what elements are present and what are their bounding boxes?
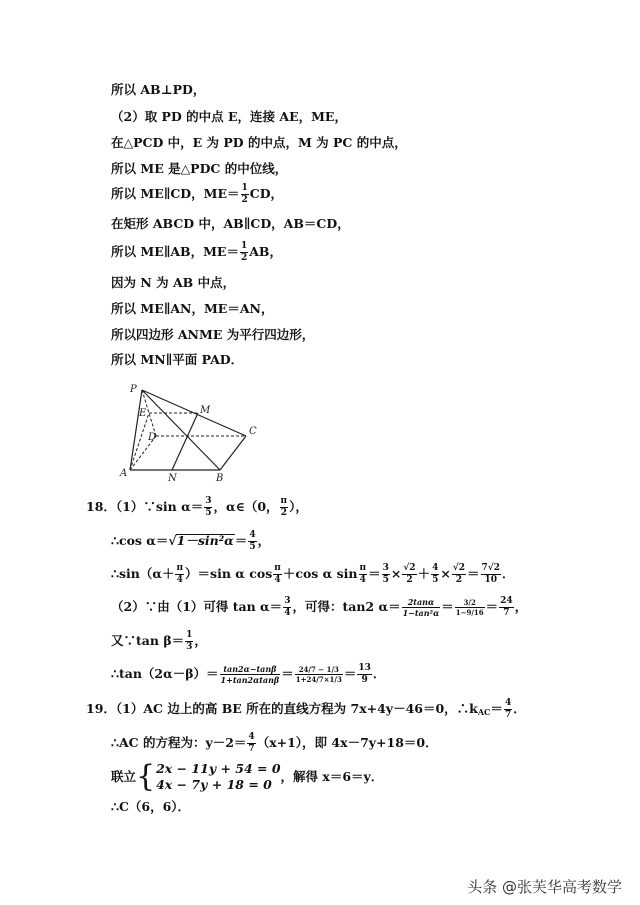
fraction: $\frac{1}{3}$ <box>186 630 193 652</box>
brace: { <box>136 759 156 795</box>
text-segment: AB， <box>249 244 282 259</box>
text-segment: ）， <box>289 499 308 514</box>
text-segment: ∴sin（α＋ <box>111 566 175 581</box>
text-segment: ＝ <box>490 701 503 716</box>
proof-line-7 <box>111 242 282 263</box>
text-segment: ，解得 x＝6＝y． <box>280 768 384 784</box>
edge-AE <box>130 413 149 470</box>
fraction: $\frac{7√2}{10}$ <box>481 563 500 585</box>
fraction: $\frac{4}{5}$ <box>249 530 256 552</box>
geometry-figure <box>112 378 272 484</box>
proof-line-8: 因为 N 为 AB 中点， <box>111 275 236 290</box>
label-N: N <box>168 473 177 484</box>
label-C: C <box>249 426 257 437</box>
fraction: $\frac{24}{7}$ <box>500 596 513 618</box>
proof-line-9: 所以 ME∥AN，ME＝AN， <box>111 301 274 316</box>
text-segment: ， <box>194 633 207 648</box>
equation-1: 2x − 11y + 54 = 0 <box>156 761 281 776</box>
proof-line-3: 在△PCD 中，E 为 PD 的中点，M 为 PC 的中点， <box>111 135 407 150</box>
fraction: $\frac{3}{5}$ <box>205 496 212 518</box>
fraction: $\frac{4}{7}$ <box>248 732 255 754</box>
q19-line-2 <box>111 733 438 754</box>
fraction: $\frac{13}{9}$ <box>358 663 371 685</box>
fraction: $\frac{2\tan\alpha}{\text{1−tan²α}}$ <box>402 597 440 618</box>
text-segment: ＋cos α sin <box>282 566 358 581</box>
sqrt-sign: √ <box>168 533 177 548</box>
fraction-half: $\frac{1}{2}$ <box>241 183 248 205</box>
text-segment: ＋ <box>417 566 431 581</box>
label-E: E <box>139 408 147 419</box>
text-segment: ＝ <box>441 599 454 614</box>
q18-line-2 <box>111 531 270 552</box>
fraction: $\frac{√2}{2}$ <box>403 563 416 585</box>
text-segment: ＝ <box>485 599 499 614</box>
text-segment: ∴tan（2α－β）＝ <box>111 666 219 681</box>
fraction: $\frac{3/2}{1-9/16}$ <box>455 598 484 617</box>
proof-line-6: 在矩形 ABCD 中，AB∥CD，AB＝CD， <box>111 216 350 231</box>
text-segment: × <box>440 566 451 581</box>
subscript: AC <box>477 707 491 717</box>
equation-2: 4x − 7y + 18 = 0 <box>156 777 272 793</box>
proof-line-4: 所以 ME 是△PDC 的中位线， <box>111 161 288 176</box>
fraction: $\frac{3}{5}$ <box>382 563 389 585</box>
edge-BC <box>220 436 246 470</box>
text-segment: ＝ <box>281 666 294 681</box>
text-segment: ． <box>501 566 515 581</box>
text-segment: 所以 ME∥AB，ME＝ <box>111 244 239 259</box>
fraction: $\frac{\pi}{4}$ <box>176 563 184 585</box>
q18-line-6 <box>111 664 385 685</box>
fraction: $\frac{\tan 2\alpha-\tan\beta}{1+\tan 2\alpha\tan\beta}$ <box>220 664 280 685</box>
label-B: B <box>216 473 224 484</box>
text-segment: （2）∵由（1）可得 tan α＝ <box>111 599 283 614</box>
text-segment: ∴cos α＝ <box>111 533 169 548</box>
fraction: $\frac{\pi}{4}$ <box>274 563 281 585</box>
text-segment: 联立 <box>111 768 137 784</box>
label-D: D <box>148 432 157 443</box>
fraction-half: $\frac{1}{2}$ <box>240 241 248 263</box>
fraction: $\frac{3}{4}$ <box>284 596 291 618</box>
label-M: M <box>200 405 211 416</box>
text-segment: × <box>390 566 402 581</box>
text-segment: ∴AC 的方程为：y－2＝ <box>111 735 247 750</box>
proof-line-1: 所以 AB⊥PD， <box>111 82 206 97</box>
watermark: 头条 @张芙华高考数学 <box>467 878 622 896</box>
fraction: $\frac{\pi}{4}$ <box>359 563 367 585</box>
fraction: $\frac{\pi}{2}$ <box>280 496 288 518</box>
q18-line-4 <box>111 597 527 618</box>
text-segment: 18．（1）∵sin α＝ <box>86 499 204 514</box>
equation-system <box>156 761 280 794</box>
label-A: A <box>120 468 128 479</box>
fraction: $\frac{24/7 - 1/3}{1+24/7\times 1/3}$ <box>295 665 342 684</box>
text-segment: ，可得：tan2 α＝ <box>292 599 401 614</box>
proof-line-11: 所以 MN∥平面 PAD． <box>111 352 244 367</box>
text-segment: ， <box>514 599 528 614</box>
label-P: P <box>130 384 137 395</box>
text-segment: ＝ <box>234 533 248 548</box>
edge-NM <box>172 413 198 470</box>
text-segment: 19．（1）AC 边上的高 BE 所在的直线方程为 7x+4y－46＝0，∴k <box>86 701 478 716</box>
text-segment: ＝ <box>343 666 357 681</box>
text-segment: ， <box>257 533 271 548</box>
text-segment: 又∵tan β＝ <box>111 633 185 648</box>
q19-line-3 <box>111 761 383 794</box>
q18-line-3 <box>111 564 515 585</box>
q18-line-5 <box>111 631 207 652</box>
text-segment: ）＝sin α cos <box>185 566 273 581</box>
text-segment: ． <box>513 701 526 716</box>
fraction: $\frac{√2}{2}$ <box>452 563 466 585</box>
fraction: $\frac{4}{7}$ <box>504 698 512 720</box>
proof-line-2: （2）取 PD 的中点 E，连接 AE，ME， <box>111 109 347 124</box>
text-segment: ＝ <box>467 566 480 581</box>
text-segment: ＝ <box>368 566 381 581</box>
text-segment: CD， <box>249 186 284 201</box>
sqrt-expression: 1－sin²α <box>176 533 234 548</box>
q19-line-1 <box>86 699 526 720</box>
proof-line-5 <box>111 184 283 205</box>
text-segment: 所以 ME∥CD，ME＝ <box>111 186 240 201</box>
q18-line-1 <box>86 497 308 518</box>
edge-PA <box>130 390 142 470</box>
text-segment: ． <box>372 666 386 681</box>
q19-line-4: ∴C（6，6）． <box>111 799 191 814</box>
text-segment: （x+1），即 4x－7y+18＝0． <box>256 735 438 750</box>
fraction: $\frac{4}{5}$ <box>432 563 439 585</box>
proof-line-10: 所以四边形 ANME 为平行四边形， <box>111 327 315 342</box>
text-segment: ，α∈（0， <box>213 499 279 514</box>
